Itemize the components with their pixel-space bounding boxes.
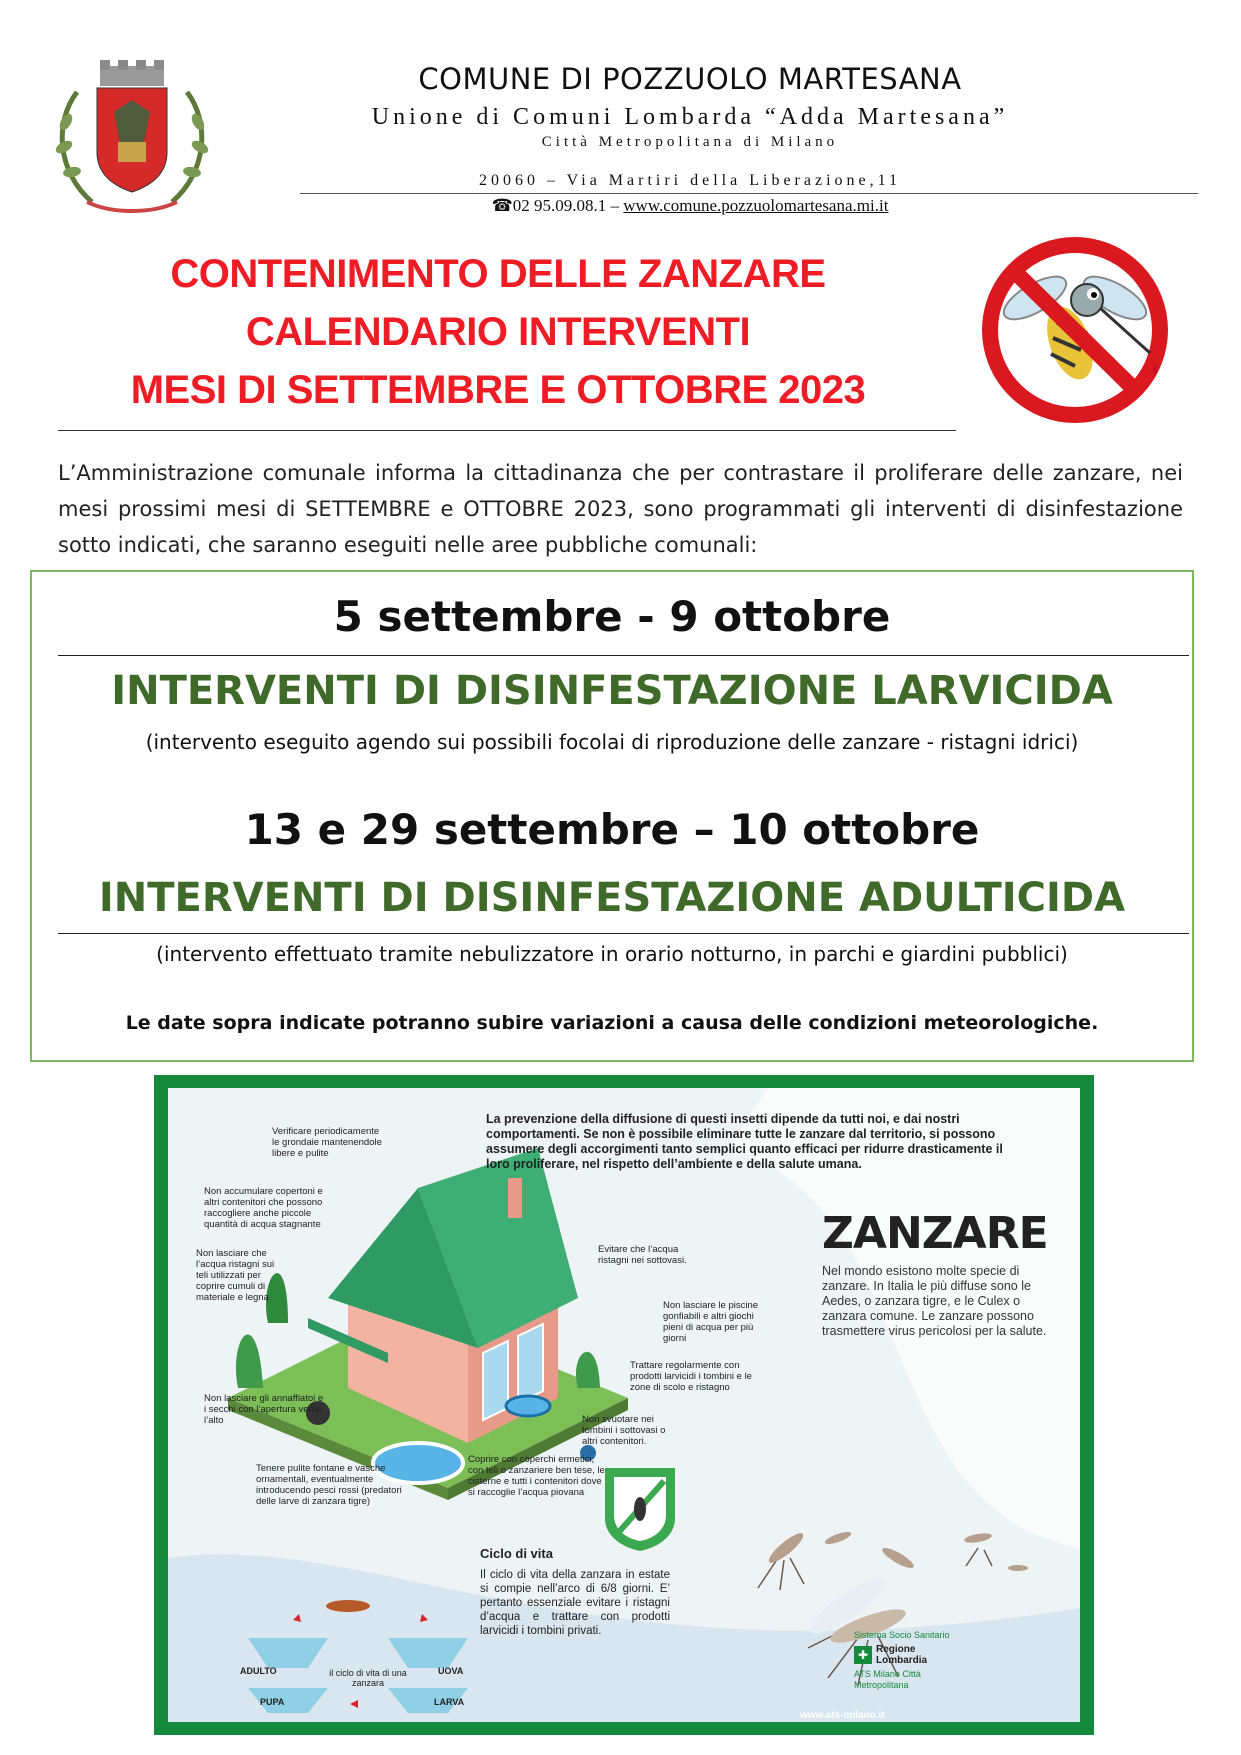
unione-name: Unione di Comuni Lombarda “Adda Martesana” xyxy=(371,104,1009,130)
citta-metropolitana: Città Metropolitana di Milano xyxy=(541,134,839,150)
ciclo-text: Il ciclo di vita della zanzara in estate si compie nell’arco di 6/8 giorni. E’ pertanto essenziale evitare i ristagni d’acqua e trattare con prodotti larvicidi i tombini privati. xyxy=(480,1569,670,1637)
adulticida-dates: 13 e 29 settembre – 10 ottobre xyxy=(244,805,980,854)
poster-lead: La prevenzione della diffusione di questi insetti dipende da tutti noi, e dai nostri comportamenti. Se non è possibile eliminare tutte le zanzare dal territorio, si possono assumere degli accorgimenti tanto semplici quanto efficaci per ridurre drasticamente il loro proliferare, nel rispetto dell’ambiente e della salute umana. xyxy=(486,1112,1003,1171)
caption-piscine: Non lasciare le piscine gonfiabili e altri giochi pieni di acqua per più giorni xyxy=(663,1300,759,1344)
phone-number: 02 95.09.08.1 xyxy=(512,196,607,215)
caption-sottovasi: Evitare che l’acqua ristagni nei sottovasi. xyxy=(598,1244,687,1266)
regione-icon: ✚ xyxy=(854,1646,872,1664)
weather-warning: Le date sopra indicate potranno subire variazioni a causa delle condizioni meteorologiche. xyxy=(125,1012,1099,1034)
cycle-center-label: il ciclo di vita di una zanzara xyxy=(329,1668,407,1688)
header-divider xyxy=(300,193,1198,194)
adulticida-divider xyxy=(58,933,1189,934)
poster-description: Nel mondo esistono molte specie di zanzare. In Italia le più diffuse sono le Aedes, o zanzara tigre, e le Culex o zanzara comune. Le zanzare possono trasmettere virus pericolosi per la salute. xyxy=(822,1264,1047,1338)
larvicida-divider xyxy=(58,655,1189,656)
larvicida-dates: 5 settembre - 9 ottobre xyxy=(333,592,891,641)
stage-uova: UOVA xyxy=(438,1666,464,1676)
comune-name: COMUNE DI POZZUOLO MARTESANA xyxy=(418,62,962,96)
caption-cisterne: Coprire con coperchi ermetici, con teli o zanzariere ben tese, le cisterne e tutti i contenitori dove si raccoglie l’acqua piovana xyxy=(468,1454,605,1498)
title-divider xyxy=(58,430,956,431)
poster-heading: ZANZARE xyxy=(822,1208,1048,1259)
phone-icon: ☎ xyxy=(491,196,513,215)
contact-separator: – xyxy=(606,196,624,215)
caption-copertoni: Non accumulare copertoni e altri contenitori che possono raccogliere anche piccole quantità di acqua stagnante xyxy=(204,1186,323,1230)
caption-tombini: Trattare regolarmente con prodotti larvicidi i tombini e le zone di scolo e ristagno xyxy=(630,1360,752,1393)
larvicida-title: INTERVENTI DI DISINFESTAZIONE LARVICIDA xyxy=(111,668,1113,714)
website-link[interactable]: www.comune.pozzuolomartesana.mi.it xyxy=(623,196,889,215)
no-mosquito-icon xyxy=(975,228,1180,433)
contact-line xyxy=(300,196,1080,216)
stage-adulto: ADULTO xyxy=(240,1666,277,1676)
stage-larva: LARVA xyxy=(434,1697,465,1707)
regione-name: Regione Lombardia xyxy=(876,1644,928,1666)
title-line-2: CALENDARIO INTERVENTI xyxy=(245,310,751,354)
caption-annaffiatoi: Non lasciare gli annaffiatoi e i secchi con l’apertura verso l’alto xyxy=(204,1393,324,1426)
comune-crest-logo xyxy=(52,52,212,217)
ats-poster xyxy=(168,1088,1080,1722)
caption-grondaie: Verificare periodicamente le grondaie mantenendole libere e pulite xyxy=(272,1126,382,1159)
caption-teli: Non lasciare che l’acqua ristagni sui teli utilizzati per coprire cumuli di materiale e legna xyxy=(196,1248,275,1303)
intro-paragraph: L’Amministrazione comunale informa la cittadinanza che per contrastare il proliferare delle zanzare, nei mesi prossimi mesi di SETTEMBRE e OTTOBRE 2023, sono programmati gli interventi di disinfestazione sotto indicati, che saranno eseguiti nelle aree pubbliche comunali: xyxy=(58,461,1183,557)
larvicida-note: (intervento eseguito agendo sui possibili focolai di riproduzione delle zanzare - ristagni idrici) xyxy=(145,730,1079,754)
adulticida-title: INTERVENTI DI DISINFESTAZIONE ADULTICIDA xyxy=(98,875,1126,921)
ats-url[interactable]: www.ats-milano.it xyxy=(800,1710,885,1721)
caption-fontane: Tenere pulite fontane e vasche ornamentali, eventualmente introducendo pesci rossi (predatori delle larve di zanzara tigre) xyxy=(256,1463,402,1507)
address: 20060 – Via Martiri della Liberazione,11 xyxy=(478,172,902,189)
ciclo-title: Ciclo di vita xyxy=(480,1546,553,1561)
adulticida-note: (intervento effettuato tramite nebulizzatore in orario notturno, in parchi e giardini pubblici) xyxy=(156,942,1068,966)
stage-pupa: PUPA xyxy=(260,1697,285,1707)
title-line-1: CONTENIMENTO DELLE ZANZARE xyxy=(170,252,826,296)
regione-logo xyxy=(854,1630,964,1691)
regione-sistema: Sistema Socio Sanitario xyxy=(854,1630,950,1640)
ats-name: ATS Milano Città Metropolitana xyxy=(854,1669,921,1690)
caption-svuotare: Non svuotare nei tombini i sottovasi o altri contenitori. xyxy=(582,1414,666,1447)
no-mosquito-shield-icon xyxy=(600,1463,680,1553)
title-line-3: MESI DI SETTEMBRE E OTTOBRE 2023 xyxy=(130,368,866,412)
